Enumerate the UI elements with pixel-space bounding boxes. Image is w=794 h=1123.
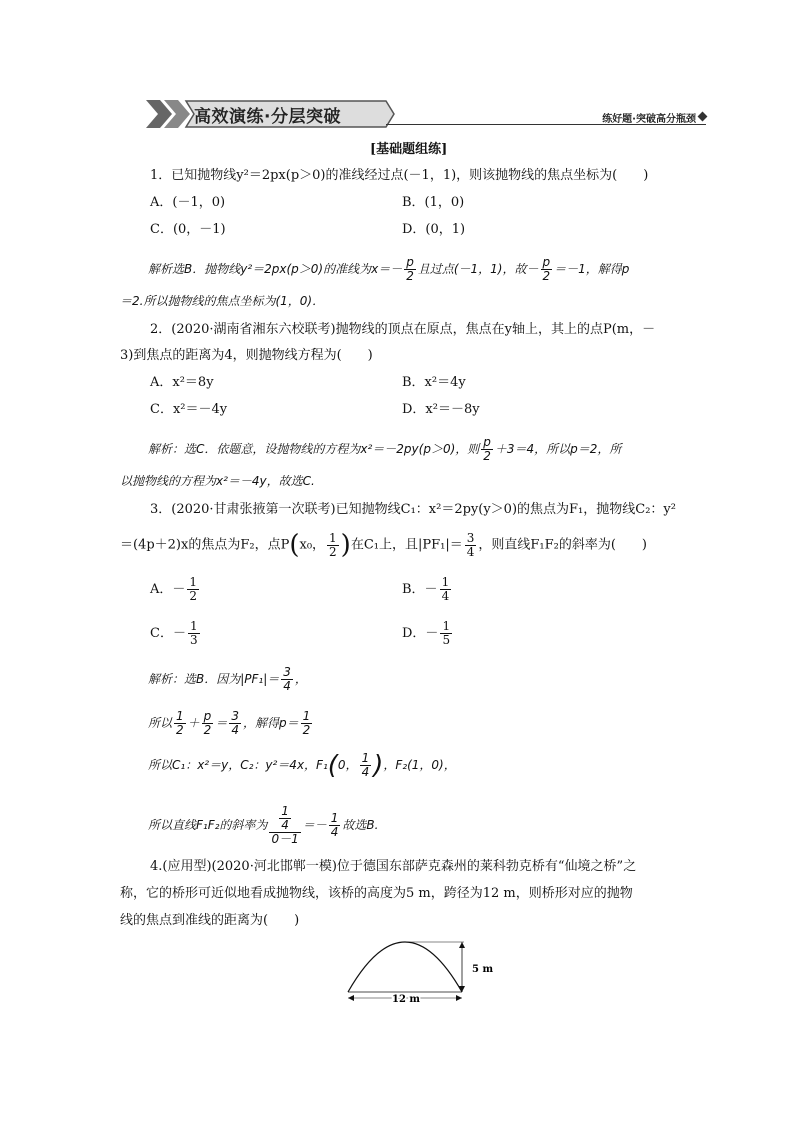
q1-option-c: C．(0，－1) bbox=[150, 222, 226, 237]
q3-option-a: A．－ $\frac{1}{2}$ bbox=[150, 575, 198, 603]
figure-span-label: 12 m bbox=[392, 994, 420, 1005]
q3-solution-line4: 所以直线F₁F₂的斜率为 $\frac{\frac{1}{4}}{0-1}$ ＝－ $\frac{1}{4}$ 故选B. bbox=[148, 804, 379, 846]
diamond-icon bbox=[698, 112, 708, 122]
q3-solution-line2: 所以 $\frac{1}{2}$ ＋ $\frac{p}{2}$ ＝ $\frac{3}{4}$ ，解得p＝ $\frac{1}{2}$ bbox=[148, 709, 311, 737]
banner-title: 高效演练·分层突破 bbox=[194, 107, 341, 127]
q3-option-d: D．－ $\frac{1}{5}$ bbox=[402, 619, 451, 647]
q3-solution-line3: 所以C₁：x²＝y，C₂：y²＝4x，F₁(0， $\frac{1}{4}$ )，F₂(1，0)， bbox=[148, 750, 456, 781]
q2-option-d: D．x²＝－8y bbox=[402, 402, 480, 417]
q1-option-a: A．(－1，0) bbox=[150, 195, 226, 210]
q3-solution-line1: 解析：选B．因为|PF₁|＝ $\frac{3}{4}$ ， bbox=[148, 665, 307, 693]
q4-stem-line1: 4.(应用型)(2020·河北邯郸一模)位于德国东部萨克森州的莱科勃克桥有“仙境之桥”之 bbox=[150, 859, 637, 874]
q3-stem-line2: ＝(4p＋2)x的焦点为F₂，点P(x₀， $\frac{1}{2}$ )在C₁上，且|PF₁|＝ $\frac{3}{4}$ ，则直线F₁F₂的斜率为( ) bbox=[120, 530, 647, 560]
q2-option-b: B．x²＝4y bbox=[402, 375, 466, 390]
figure-height-label: 5 m bbox=[472, 964, 494, 975]
q4-stem-line2: 称，它的桥形可近似地看成抛物线，该桥的高度为5 m，跨径为12 m，则桥形对应的抛物 bbox=[120, 886, 633, 901]
q1-option-b: B．(1，0) bbox=[402, 195, 465, 210]
q3-option-c: C．－ $\frac{1}{3}$ bbox=[150, 619, 198, 647]
q1-solution-line2: ＝2.所以抛物线的焦点坐标为(1，0)． bbox=[120, 294, 325, 308]
banner-slogan: 练好题·突破高分瓶颈 bbox=[602, 114, 696, 125]
q1-option-d: D．(0，1) bbox=[402, 222, 466, 237]
section-banner bbox=[146, 100, 706, 130]
q3-stem-line1: 3．(2020·甘肃张掖第一次联考)已知抛物线C₁：x²＝2py(y＞0)的焦点为F₁，抛物线C₂：y² bbox=[150, 502, 676, 517]
q3-option-b: B．－ $\frac{1}{4}$ bbox=[402, 575, 450, 603]
q1-stem: 1．已知抛物线y²＝2px(p＞0)的准线经过点(－1，1)，则该抛物线的焦点坐标为( ) bbox=[150, 168, 649, 183]
q4-stem-line3: 线的焦点到准线的距离为( ) bbox=[120, 913, 300, 928]
q2-solution-line2: 以抛物线的方程为x²＝－4y，故选C. bbox=[120, 474, 315, 488]
section-title: [基础题组练] bbox=[370, 142, 448, 157]
bridge-parabola-figure bbox=[340, 930, 500, 1010]
q2-option-a: A．x²＝8y bbox=[150, 375, 214, 390]
q2-stem-line2: 3)到焦点的距离为4，则抛物线方程为( ) bbox=[120, 348, 373, 363]
q2-solution-line1: 解析：选C．依题意，设抛物线的方程为x²＝－2py(p＞0)，则 $\frac{p}{2}$ ＋3＝4，所以p＝2，所 bbox=[148, 435, 622, 463]
q2-stem-line1: 2．(2020·湖南省湘东六校联考)抛物线的顶点在原点，焦点在y轴上，其上的点P(m，－ bbox=[150, 322, 656, 337]
q1-solution-line1: 解析选B．抛物线y²＝2px(p＞0)的准线为x＝－ $\frac{p}{2}$ 且过点(－1，1)，故－ $\frac{p}{2}$ ＝－1，解得p bbox=[148, 255, 630, 283]
q2-option-c: C．x²＝－4y bbox=[150, 402, 228, 417]
